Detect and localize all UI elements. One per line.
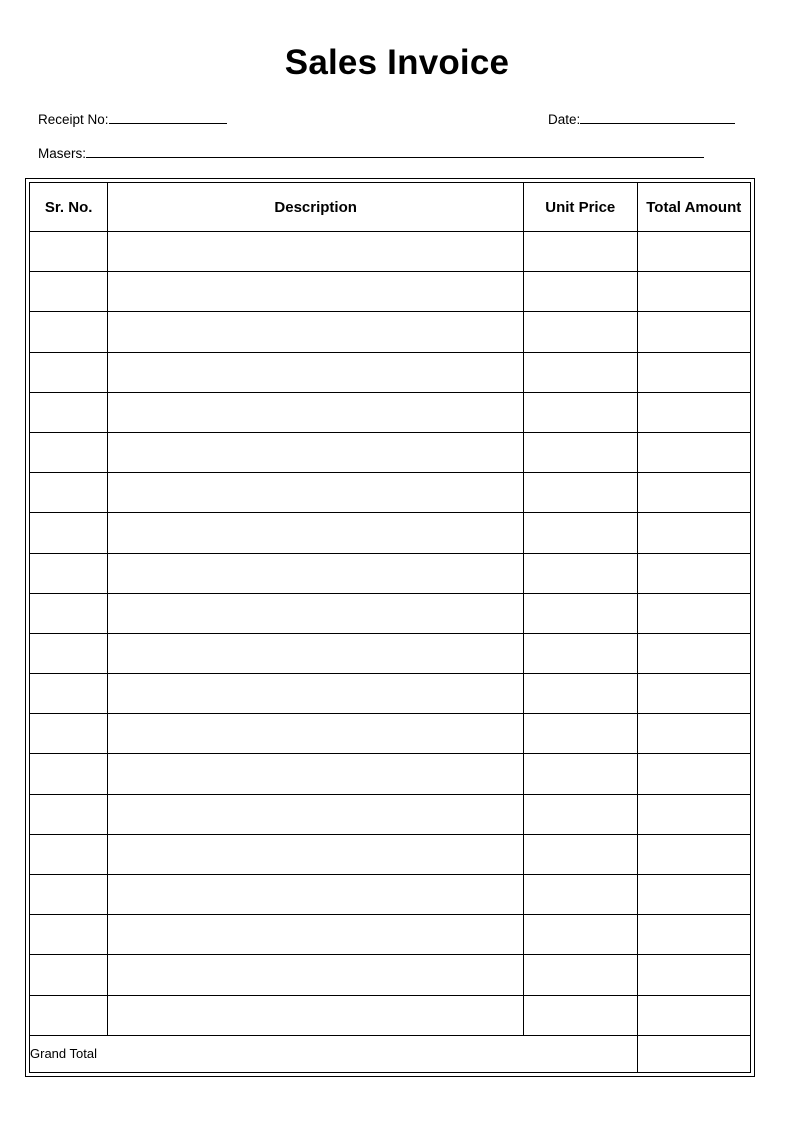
cell-value-total_amount[interactable] bbox=[638, 554, 751, 593]
cell-value-sr[interactable] bbox=[30, 513, 107, 552]
cell-value-total_amount[interactable] bbox=[638, 835, 751, 874]
cell-description[interactable] bbox=[108, 232, 524, 272]
invoice-table-foot bbox=[30, 1035, 751, 1072]
cell-sr[interactable] bbox=[30, 834, 108, 874]
cell-value-sr[interactable] bbox=[30, 674, 107, 713]
cell-value-total_amount[interactable] bbox=[638, 232, 751, 271]
cell-value-description[interactable] bbox=[108, 433, 523, 472]
cell-sr[interactable] bbox=[30, 915, 108, 955]
cell-unit_price[interactable] bbox=[524, 714, 637, 754]
cell-value-description[interactable] bbox=[108, 232, 523, 271]
cell-description[interactable] bbox=[108, 754, 524, 794]
cell-value-sr[interactable] bbox=[30, 312, 107, 351]
cell-value-unit_price[interactable] bbox=[524, 473, 636, 512]
table-row bbox=[30, 513, 751, 553]
cell-unit_price[interactable] bbox=[524, 352, 637, 392]
cell-value-description[interactable] bbox=[108, 875, 523, 914]
cell-value-unit_price[interactable] bbox=[524, 674, 636, 713]
table-row bbox=[30, 352, 751, 392]
table-row bbox=[30, 674, 751, 714]
cell-unit_price[interactable] bbox=[524, 473, 637, 513]
cell-total_amount[interactable] bbox=[637, 312, 751, 352]
grand-total-row bbox=[30, 1035, 751, 1072]
cell-value-description[interactable] bbox=[108, 996, 523, 1035]
date-label: Date: bbox=[548, 112, 581, 127]
cell-unit_price[interactable] bbox=[524, 674, 637, 714]
cell-value-total_amount[interactable] bbox=[638, 714, 751, 753]
table-row bbox=[30, 473, 751, 513]
cell-unit_price[interactable] bbox=[524, 834, 637, 874]
cell-value-sr[interactable] bbox=[30, 433, 107, 472]
receipt-number-label: Receipt No: bbox=[38, 112, 109, 127]
table-row bbox=[30, 714, 751, 754]
cell-value-unit_price[interactable] bbox=[524, 875, 636, 914]
cell-value-unit_price[interactable] bbox=[524, 232, 636, 271]
date-field[interactable] bbox=[548, 110, 735, 127]
cell-value-unit_price[interactable] bbox=[524, 835, 636, 874]
page-title: Sales Invoice bbox=[284, 43, 510, 82]
cell-total_amount[interactable] bbox=[637, 995, 751, 1035]
cell-value-sr[interactable] bbox=[30, 634, 107, 673]
cell-sr[interactable] bbox=[30, 995, 108, 1035]
cell-description[interactable] bbox=[108, 674, 524, 714]
invoice-table-body bbox=[30, 232, 751, 1036]
cell-sr[interactable] bbox=[30, 633, 108, 673]
cell-description[interactable] bbox=[108, 633, 524, 673]
cell-value-unit_price[interactable] bbox=[524, 353, 636, 392]
cell-unit_price[interactable] bbox=[524, 432, 637, 472]
cell-description[interactable] bbox=[108, 272, 524, 312]
cell-description[interactable] bbox=[108, 875, 524, 915]
cell-sr[interactable] bbox=[30, 875, 108, 915]
cell-total_amount[interactable] bbox=[637, 955, 751, 995]
table-row bbox=[30, 794, 751, 834]
cell-value-unit_price[interactable] bbox=[524, 955, 636, 994]
cell-value-total_amount[interactable] bbox=[638, 634, 751, 673]
cell-value-total_amount[interactable] bbox=[638, 674, 751, 713]
cell-value-description[interactable] bbox=[108, 634, 523, 673]
cell-value-total_amount[interactable] bbox=[638, 272, 751, 311]
cell-value-sr[interactable] bbox=[30, 272, 107, 311]
cell-sr[interactable] bbox=[30, 754, 108, 794]
column-header-description: Description bbox=[108, 183, 524, 232]
meta-row-primary bbox=[38, 108, 744, 161]
invoice-meta bbox=[38, 108, 744, 161]
cell-description[interactable] bbox=[108, 473, 524, 513]
cell-value-sr[interactable] bbox=[30, 473, 107, 512]
cell-value-description[interactable] bbox=[108, 312, 523, 351]
table-row bbox=[30, 633, 751, 673]
table-row bbox=[30, 232, 751, 272]
cell-total_amount[interactable] bbox=[637, 794, 751, 834]
cell-value-unit_price[interactable] bbox=[524, 272, 636, 311]
cell-unit_price[interactable] bbox=[524, 272, 637, 312]
masers-label: Masers: bbox=[38, 146, 87, 161]
cell-value-sr[interactable] bbox=[30, 554, 107, 593]
cell-value-sr[interactable] bbox=[30, 875, 107, 914]
cell-value-description[interactable] bbox=[108, 674, 523, 713]
table-row bbox=[30, 915, 751, 955]
cell-value-total_amount[interactable] bbox=[638, 393, 751, 432]
cell-value-total_amount[interactable] bbox=[638, 875, 751, 914]
cell-unit_price[interactable] bbox=[524, 754, 637, 794]
cell-value-unit_price[interactable] bbox=[524, 795, 636, 834]
table-row bbox=[30, 312, 751, 352]
cell-total_amount[interactable] bbox=[637, 674, 751, 714]
cell-unit_price[interactable] bbox=[524, 392, 637, 432]
cell-sr[interactable] bbox=[30, 955, 108, 995]
cell-value-unit_price[interactable] bbox=[524, 393, 636, 432]
cell-value-description[interactable] bbox=[108, 835, 523, 874]
cell-description[interactable] bbox=[108, 513, 524, 553]
cell-total_amount[interactable] bbox=[637, 633, 751, 673]
cell-unit_price[interactable] bbox=[524, 955, 637, 995]
cell-value-unit_price[interactable] bbox=[524, 915, 636, 954]
cell-value-total_amount[interactable] bbox=[638, 955, 751, 994]
cell-total_amount[interactable] bbox=[637, 593, 751, 633]
cell-sr[interactable] bbox=[30, 272, 108, 312]
cell-unit_price[interactable] bbox=[524, 232, 637, 272]
cell-sr[interactable] bbox=[30, 392, 108, 432]
cell-value-unit_price[interactable] bbox=[524, 634, 636, 673]
cell-value-unit_price[interactable] bbox=[524, 513, 636, 552]
cell-value-total_amount[interactable] bbox=[638, 312, 751, 351]
table-row bbox=[30, 432, 751, 472]
cell-description[interactable] bbox=[108, 392, 524, 432]
cell-value-sr[interactable] bbox=[30, 232, 107, 271]
masers-field[interactable] bbox=[38, 144, 704, 161]
table-row bbox=[30, 553, 751, 593]
cell-value-sr[interactable] bbox=[30, 915, 107, 954]
grand-total-value[interactable] bbox=[638, 1036, 751, 1072]
receipt-number-rule[interactable] bbox=[109, 110, 227, 124]
cell-total_amount[interactable] bbox=[637, 754, 751, 794]
invoice-table bbox=[29, 182, 751, 1073]
cell-total_amount[interactable] bbox=[637, 513, 751, 553]
invoice-table-frame bbox=[25, 178, 755, 1077]
cell-value-sr[interactable] bbox=[30, 393, 107, 432]
table-row bbox=[30, 593, 751, 633]
cell-sr[interactable] bbox=[30, 352, 108, 392]
cell-value-description[interactable] bbox=[108, 955, 523, 994]
cell-description[interactable] bbox=[108, 915, 524, 955]
cell-total_amount[interactable] bbox=[637, 352, 751, 392]
cell-sr[interactable] bbox=[30, 674, 108, 714]
cell-description[interactable] bbox=[108, 553, 524, 593]
cell-value-sr[interactable] bbox=[30, 594, 107, 633]
cell-description[interactable] bbox=[108, 794, 524, 834]
cell-value-unit_price[interactable] bbox=[524, 312, 636, 351]
cell-description[interactable] bbox=[108, 995, 524, 1035]
cell-description[interactable] bbox=[108, 312, 524, 352]
cell-value-sr[interactable] bbox=[30, 754, 107, 793]
table-row bbox=[30, 955, 751, 995]
cell-value-description[interactable] bbox=[108, 473, 523, 512]
table-row bbox=[30, 995, 751, 1035]
cell-value-unit_price[interactable] bbox=[524, 433, 636, 472]
cell-total_amount[interactable] bbox=[637, 473, 751, 513]
cell-value-total_amount[interactable] bbox=[638, 754, 751, 793]
cell-description[interactable] bbox=[108, 593, 524, 633]
cell-total_amount[interactable] bbox=[637, 714, 751, 754]
cell-value-description[interactable] bbox=[108, 795, 523, 834]
cell-unit_price[interactable] bbox=[524, 553, 637, 593]
table-row bbox=[30, 834, 751, 874]
cell-description[interactable] bbox=[108, 352, 524, 392]
cell-total_amount[interactable] bbox=[637, 875, 751, 915]
cell-value-unit_price[interactable] bbox=[524, 754, 636, 793]
invoice-table-head bbox=[30, 183, 751, 232]
cell-value-total_amount[interactable] bbox=[638, 473, 751, 512]
cell-value-total_amount[interactable] bbox=[638, 353, 751, 392]
cell-description[interactable] bbox=[108, 834, 524, 874]
cell-value-total_amount[interactable] bbox=[638, 594, 751, 633]
cell-value-description[interactable] bbox=[108, 272, 523, 311]
cell-value-total_amount[interactable] bbox=[638, 996, 751, 1035]
cell-sr[interactable] bbox=[30, 553, 108, 593]
cell-value-unit_price[interactable] bbox=[524, 714, 636, 753]
receipt-number-field[interactable] bbox=[38, 110, 227, 127]
cell-sr[interactable] bbox=[30, 473, 108, 513]
cell-value-description[interactable] bbox=[108, 754, 523, 793]
cell-unit_price[interactable] bbox=[524, 593, 637, 633]
cell-value-description[interactable] bbox=[108, 393, 523, 432]
cell-value-description[interactable] bbox=[108, 915, 523, 954]
cell-sr[interactable] bbox=[30, 432, 108, 472]
date-rule[interactable] bbox=[580, 110, 735, 124]
cell-total_amount[interactable] bbox=[637, 232, 751, 272]
cell-sr[interactable] bbox=[30, 794, 108, 834]
cell-value-description[interactable] bbox=[108, 554, 523, 593]
cell-total_amount[interactable] bbox=[637, 392, 751, 432]
cell-value-unit_price[interactable] bbox=[524, 996, 636, 1035]
cell-sr[interactable] bbox=[30, 312, 108, 352]
cell-sr[interactable] bbox=[30, 593, 108, 633]
cell-description[interactable] bbox=[108, 955, 524, 995]
cell-value-sr[interactable] bbox=[30, 996, 107, 1035]
table-row bbox=[30, 272, 751, 312]
cell-value-sr[interactable] bbox=[30, 835, 107, 874]
cell-total_amount[interactable] bbox=[637, 272, 751, 312]
cell-unit_price[interactable] bbox=[524, 312, 637, 352]
cell-total_amount[interactable] bbox=[637, 915, 751, 955]
cell-sr[interactable] bbox=[30, 232, 108, 272]
table-row bbox=[30, 754, 751, 794]
cell-description[interactable] bbox=[108, 714, 524, 754]
cell-value-total_amount[interactable] bbox=[638, 915, 751, 954]
masers-rule[interactable] bbox=[86, 144, 704, 158]
cell-unit_price[interactable] bbox=[524, 915, 637, 955]
cell-value-description[interactable] bbox=[108, 594, 523, 633]
cell-value-total_amount[interactable] bbox=[638, 795, 751, 834]
cell-value-sr[interactable] bbox=[30, 795, 107, 834]
cell-unit_price[interactable] bbox=[524, 995, 637, 1035]
cell-value-description[interactable] bbox=[108, 513, 523, 552]
cell-value-description[interactable] bbox=[108, 714, 523, 753]
cell-value-unit_price[interactable] bbox=[524, 594, 636, 633]
cell-value-unit_price[interactable] bbox=[524, 554, 636, 593]
cell-value-total_amount[interactable] bbox=[638, 433, 751, 472]
cell-total_amount[interactable] bbox=[637, 432, 751, 472]
cell-value-sr[interactable] bbox=[30, 955, 107, 994]
cell-sr[interactable] bbox=[30, 714, 108, 754]
grand-total-value-cell[interactable] bbox=[637, 1035, 751, 1072]
column-header-unit-price: Unit Price bbox=[524, 183, 637, 232]
grand-total-label: Grand Total bbox=[30, 1035, 638, 1072]
table-row bbox=[30, 392, 751, 432]
cell-unit_price[interactable] bbox=[524, 633, 637, 673]
column-header-total-amount: Total Amount bbox=[637, 183, 751, 232]
cell-total_amount[interactable] bbox=[637, 553, 751, 593]
cell-value-sr[interactable] bbox=[30, 714, 107, 753]
cell-value-description[interactable] bbox=[108, 353, 523, 392]
cell-value-total_amount[interactable] bbox=[638, 513, 751, 552]
table-header-row bbox=[30, 183, 751, 232]
cell-unit_price[interactable] bbox=[524, 794, 637, 834]
column-header-sr-no: Sr. No. bbox=[30, 183, 108, 232]
cell-value-sr[interactable] bbox=[30, 353, 107, 392]
cell-unit_price[interactable] bbox=[524, 875, 637, 915]
cell-total_amount[interactable] bbox=[637, 834, 751, 874]
table-row bbox=[30, 875, 751, 915]
cell-description[interactable] bbox=[108, 432, 524, 472]
cell-sr[interactable] bbox=[30, 513, 108, 553]
cell-unit_price[interactable] bbox=[524, 513, 637, 553]
